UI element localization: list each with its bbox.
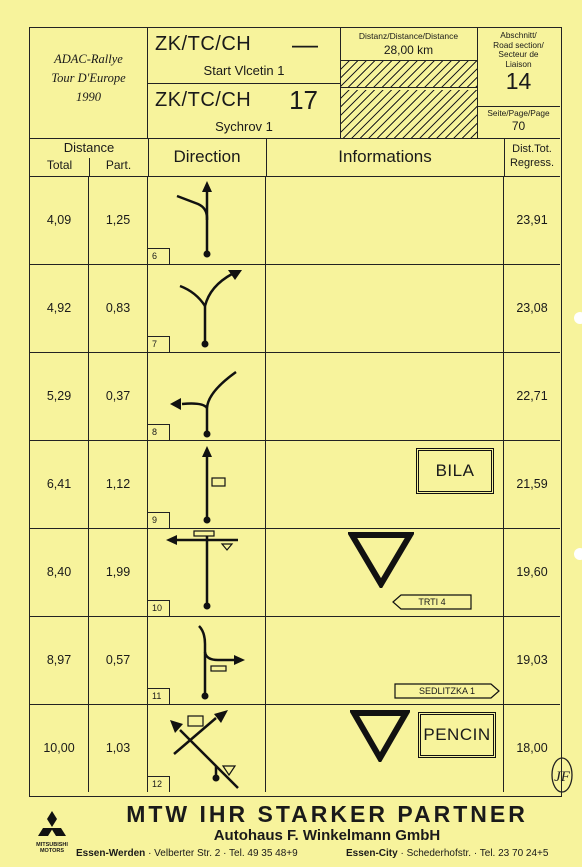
table-row	[30, 616, 560, 705]
control-points	[148, 28, 341, 138]
row-index: 12	[148, 776, 170, 792]
start-place: Start Vlcetin 1	[203, 63, 285, 78]
informations-cell	[266, 352, 504, 440]
regress-distance: 23,91	[516, 213, 548, 227]
total-distance: 5,29	[30, 352, 89, 440]
regress-distance: 21,59	[516, 477, 548, 491]
punch-hole	[574, 548, 582, 560]
yield-sign-icon	[348, 532, 414, 588]
rallye-line-1: ADAC-Rallye	[54, 52, 123, 66]
end-place: Sychrov 1	[215, 119, 273, 134]
end-number: 17	[289, 85, 318, 115]
distance-value: 28,00 km	[383, 43, 434, 57]
regress-distance: 19,03	[516, 653, 548, 667]
total-distance: 4,09	[30, 176, 89, 264]
table-row	[30, 352, 560, 441]
logo-text-1: MITSUBISHI	[36, 842, 68, 848]
table-row	[30, 704, 560, 794]
regress-distance: 19,60	[516, 565, 548, 579]
row-index: 7	[148, 336, 170, 352]
partial-distance: 1,03	[89, 704, 148, 792]
direction-cell	[148, 704, 266, 792]
direction-cell	[148, 440, 266, 528]
section-label: Abschnitt/ Road section/ Secteur de Liaison	[493, 30, 544, 69]
table-row	[30, 528, 560, 617]
direction-cell	[148, 352, 266, 440]
regress-distance: 18,00	[516, 741, 548, 755]
direction-sign	[394, 683, 500, 699]
direction-cell	[148, 264, 266, 352]
direction-sign	[392, 594, 472, 610]
informations-heading: Informations	[266, 138, 505, 176]
hatched-area	[340, 61, 477, 87]
partial-distance: 0,83	[89, 264, 148, 352]
total-distance: 8,40	[30, 528, 89, 616]
distance-column-header	[30, 138, 149, 176]
footer-advert	[0, 797, 582, 867]
rallye-title	[30, 28, 148, 138]
initials-text: JF	[554, 769, 570, 785]
part-heading: Part.	[105, 158, 132, 172]
rallye-line-3: 1990	[76, 90, 101, 104]
start-code: ZK/TC/CH	[155, 33, 252, 55]
total-distance: 8,97	[30, 616, 89, 704]
logo-text-2: MOTORS	[39, 848, 65, 854]
partial-distance: 1,12	[89, 440, 148, 528]
table-row	[30, 176, 560, 265]
address-city: Essen-City · Schederhofstr. · Tel. 23 70 24+5	[346, 848, 549, 859]
start-number: —	[292, 29, 318, 59]
informations-cell	[266, 264, 504, 352]
column-headers	[30, 138, 560, 177]
direction-sign-text: SEDLITZKA 1	[418, 686, 476, 696]
regress-distance: 22,71	[516, 389, 548, 403]
end-control	[148, 83, 340, 139]
total-distance: 10,00	[30, 704, 89, 792]
distance-box	[340, 28, 478, 138]
direction-sign-text: TRTI 4	[418, 597, 446, 607]
total-distance: 6,41	[30, 440, 89, 528]
section-box	[477, 28, 560, 138]
punch-hole	[574, 312, 582, 324]
yield-sign-icon	[350, 710, 410, 762]
row-index: 9	[148, 512, 170, 528]
regress-heading: Dist.Tot. Regress.	[509, 143, 555, 169]
direction-heading: Direction	[148, 138, 267, 176]
informations-cell	[266, 704, 504, 792]
direction-cell	[148, 528, 266, 616]
partial-distance: 1,99	[89, 528, 148, 616]
row-index: 8	[148, 424, 170, 440]
table-row	[30, 440, 560, 529]
place-sign: PENCIN	[418, 712, 496, 758]
informations-cell	[266, 616, 504, 704]
partial-distance: 0,57	[89, 616, 148, 704]
total-distance: 4,92	[30, 264, 89, 352]
header	[30, 28, 560, 139]
roadbook-sheet	[29, 27, 562, 797]
mitsubishi-logo	[30, 811, 74, 854]
informations-cell	[266, 176, 504, 264]
row-index: 11	[148, 688, 170, 704]
section-value: 14	[505, 68, 532, 94]
page-label: Seite/Page/Page	[487, 108, 550, 118]
page-box	[477, 106, 560, 139]
distance-label: Distanz/Distance/Distance	[358, 31, 459, 41]
place-sign: BILA	[416, 448, 494, 494]
start-control	[148, 28, 340, 83]
distance-heading: Distance	[63, 140, 115, 155]
slogan: MTW IHR STARKER PARTNER	[126, 801, 528, 827]
hatched-area-2	[340, 90, 477, 138]
address-werden: Essen-Werden · Velberter Str. 2 · Tel. 49 35 48+9	[76, 848, 298, 859]
informations-cell	[266, 528, 504, 616]
initials-mark	[548, 755, 576, 795]
three-diamonds-icon	[30, 811, 74, 845]
direction-cell	[148, 176, 266, 264]
partial-distance: 1,25	[89, 176, 148, 264]
row-index: 10	[148, 600, 170, 616]
table-row	[30, 264, 560, 353]
row-index: 6	[148, 248, 170, 264]
rallye-line-2: Tour D'Europe	[51, 71, 126, 85]
partial-distance: 0,37	[89, 352, 148, 440]
informations-cell	[266, 440, 504, 528]
total-heading: Total	[46, 158, 73, 172]
dealer-name: Autohaus F. Winkelmann GmbH	[213, 827, 441, 844]
end-code: ZK/TC/CH	[155, 89, 252, 111]
regress-distance: 23,08	[516, 301, 548, 315]
page-value: 70	[511, 118, 526, 133]
direction-cell	[148, 616, 266, 704]
